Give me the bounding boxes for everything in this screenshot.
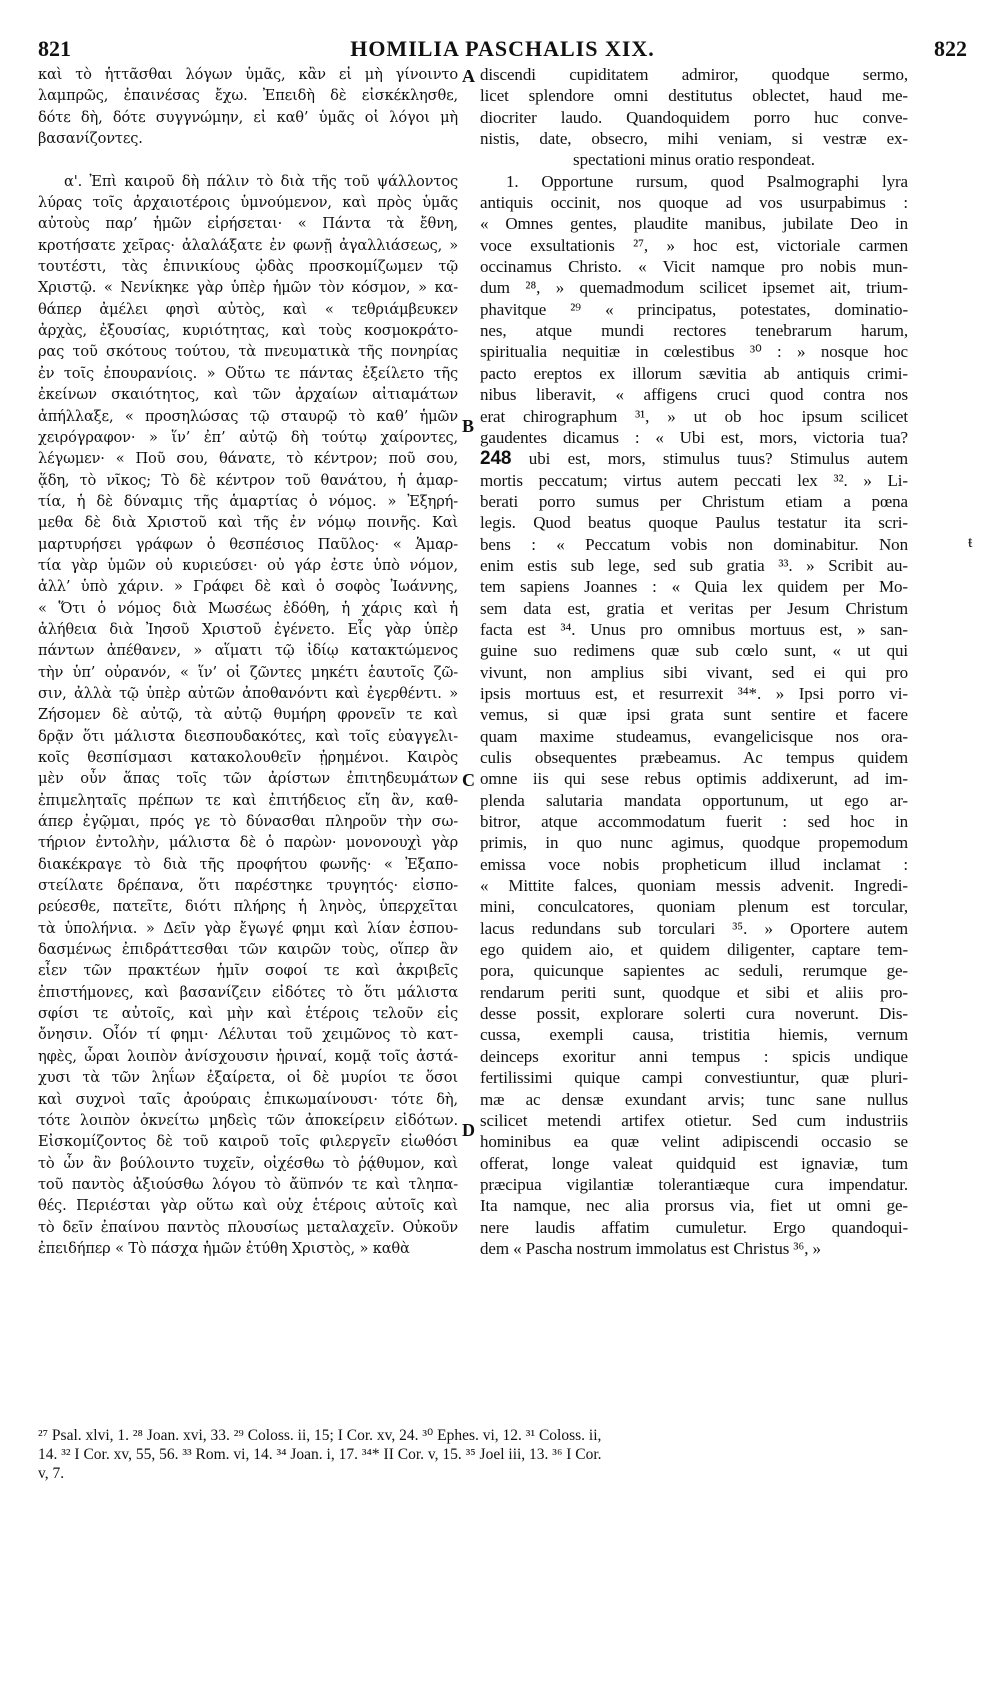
- footnote-line: 14. ³² I Cor. xv, 55, 56. ³³ Rom. vi, 14. ³⁴ Joan. i, 17. ³⁴* II Cor. v, 15. ³⁵ Joel iii, 13. ³⁶ I Cor.: [38, 1446, 602, 1463]
- text-line: δότε δὴ, δότε συγγνώμην, εἰ καθ’ ὑμᾶς οἱ λόγοι μὴ: [38, 108, 458, 126]
- text-line: emissa voce nobis propheticum illud inclamat :: [480, 854, 908, 874]
- text-line: sem data est, gratia et veritas per Jesum Christum: [480, 598, 908, 618]
- text-line: antiquis occinit, nos quoque ad vos usurpabimus :: [480, 193, 908, 213]
- text-line: « Ὅτι ὁ νόμος διὰ Μωσέως ἐδόθη, ἡ χάρις καὶ ἡ: [38, 599, 458, 617]
- text-line: hominibus ea quæ velint adipiscendi occasio se: [480, 1132, 908, 1152]
- text-line: ἀλλ’ ὑπὸ χάριν. » Γράφει δὲ καὶ ὁ σοφὸς Ἰωάννης,: [38, 578, 458, 596]
- text-line: ᾅδη, τὸ νῖκος; Τὸ δὲ κέντρον τοῦ θανάτου, ἡ ἁμαρ-: [38, 471, 458, 489]
- text-line: dum ²⁸, » quemadmodum scilicet ipsemet ait, trium-: [480, 278, 908, 298]
- text-line: fertilissimi quique campi convestiuntur, quæ pluri-: [480, 1068, 908, 1088]
- text-line: [38, 149, 458, 170]
- text-line: spiritualia nequitiæ in cœlestibus ³⁰ : » nosque hoc: [480, 342, 908, 362]
- text-line: δρᾷν ὅτι μάλιστα διεσπουδακότες, καὶ τοῖς εὐαγγελι-: [38, 727, 458, 745]
- text-line: guine suo redimens quæ sub cœlo sunt, « ut qui: [480, 641, 908, 661]
- section-marker-b: B: [462, 416, 475, 436]
- text-line: σιν, ἀλλὰ τῷ ὑπὲρ αὐτῶν ἀποθανόντι καὶ ἐγερθέντι. »: [38, 684, 458, 702]
- text-line: enim estis sub lege, sed sub gratia ³³. » Scribit au-: [480, 555, 908, 575]
- text-line: θές. Περιέσται γὰρ οὕτω καὶ οὐχ ἑτέροις αὐτοῖς καὶ: [38, 1197, 458, 1215]
- text-line: τὸ ὧν ἂν βούλοιντο τυχεῖν, οἰχέσθω τὸ ῥᾴθυμον, καὶ: [38, 1154, 458, 1172]
- text-line: μαρτυρήσει γράφων ὁ θεσπέσιος Παῦλος· « Ἁμαρ-: [38, 535, 458, 553]
- text-line: occinamus Christo. « Vicit namque pro nobis mun-: [480, 257, 908, 277]
- text-line: κοῖς θεσπίσμασι κατακολουθεῖν ᾐρημένοι. Καιρὸς: [38, 749, 458, 766]
- text-line: spectationi minus oratio respondeat.: [573, 150, 815, 170]
- text-line: καὶ τὸ ἡττᾶσθαι λόγων ὑμᾶς, κἂν εἰ μὴ γίνοιντο: [38, 66, 458, 83]
- text-line: λύρας τοῖς ἀρχαιοτέροις ὑμνούμενον, καὶ πρὸς ὑμᾶς: [38, 194, 458, 212]
- text-line: voce exsultationis ²⁷, » hoc est, victoriale carmen: [480, 235, 908, 255]
- column-number: 248: [480, 448, 512, 470]
- text-line: offerat, longe valeat quidquid est ignaviæ, tum: [480, 1153, 908, 1173]
- text-line: cussa, exempli causa, tristitia hiemis, vernum: [480, 1025, 908, 1045]
- text-line: 1. Opportune rursum, quod Psalmographi lyra: [506, 171, 908, 191]
- text-line: nes, atque mundi rectores tenebrarum harum,: [480, 321, 908, 341]
- text-line: nistis, date, obsecro, mihi veniam, si vestræ ex-: [480, 129, 908, 149]
- text-line: pora, quicunque sapientes ac seduli, rerumque ge-: [480, 961, 908, 981]
- text-line: rendarum periti sunt, quodque et sibi et aliis pro-: [480, 982, 908, 1002]
- text-line: λέγωμεν· « Ποῦ σου, θάνατε, τὸ κέντρον; ποῦ σου,: [38, 450, 458, 468]
- text-line: nere laudis affatim cumuletur. Ergo quandoqui-: [480, 1217, 908, 1237]
- text-line: πάντων ἀπέθανεν, » αἵματι τῷ ἰδίῳ κατακτώμενος: [38, 642, 458, 660]
- text-line: legis. Quod beatus quoque Paulus testatur ita scri-: [480, 513, 908, 533]
- text-line: τὰ ὑπολήνια. » Δεῖν γὰρ ἔγωγέ φημι καὶ λίαν ἐσπου-: [38, 919, 458, 937]
- text-line: ὄνησιν. Οἷόν τί φημι· Λέλυται τοῦ χειμῶνος τὸ κατ-: [38, 1026, 458, 1044]
- text-line: vivunt, non amplius sibi vivant, sed ei qui pro: [480, 662, 908, 682]
- text-line: bitror, atque accommodatum fuerit : sed hoc in: [480, 812, 908, 832]
- text-line: τὸ δεῖν ἐπαίνου παντὸς πλουσίως μεταλαχεῖν. Οὐκοῦν: [38, 1218, 458, 1236]
- text-line: κροτήσατε χεῖρας· ἀλαλάξατε ἐν φωνῇ ἀγαλλιάσεως, »: [38, 236, 458, 254]
- text-line: χυσι τὰ τῶν ληΐων ἐξαίρετα, οἱ δὲ μυρίοι τε ὅσοι: [38, 1069, 458, 1087]
- text-line: Εἰσκομίζοντος δὲ τοῦ καιροῦ τοῖς φιλεργεῖν εἰωθόσι: [38, 1133, 458, 1151]
- text-line: τουτέστι, τὰς ἐπινικίους ᾠδὰς προσκομίζωμεν τῷ: [38, 258, 458, 276]
- text-line: θάπερ ἀμέλει φησὶ αὐτὸς, καὶ « τεθριάμβευκεν: [38, 300, 458, 318]
- text-line: nibus liberavit, « affigens cruci quod contra nos: [480, 385, 908, 405]
- text-line: εἶεν τῶν πρακτέων ἡμῖν σοφοί τε καὶ ἀκριβεῖς: [38, 962, 458, 980]
- text-line: ἐκείνων σκαιότητος, καὶ τῶν ἀρχαίων αἰτιαμάτων: [38, 386, 458, 404]
- text-line: στείλατε δρέπανα, ὅτι παρέστηκε τρυγητός· εἰσπο-: [38, 877, 458, 895]
- running-title: HOMILIA PASCHALIS XIX.: [350, 36, 655, 61]
- text-line: omne iis qui sese rebus optimis addixerunt, ad im-: [480, 769, 908, 789]
- section-marker-d: D: [462, 1120, 475, 1140]
- text-line: Χριστῷ. « Νενίκηκε γὰρ ὑπὲρ ἡμῶν τὸν κόσμον, » κα-: [38, 279, 458, 297]
- text-line: μὲν οὖν ἅπας τοῖς τῶν ἀρίστων ἐπιτηδευμάτων: [38, 770, 458, 788]
- text-line: άπερ ἐγῷμαι, πρός γε τὸ δύνασθαι πληροῦν τὴν σω-: [38, 813, 458, 831]
- text-line: pacto ereptos ex illorum sævitia ab antiquis crimi-: [480, 363, 908, 383]
- footnote-line: v, 7.: [38, 1465, 65, 1482]
- text-line: τότε λοιπὸν ὀκνείτω μηδεὶς τῶν ἀποκείρειν εἰδότων.: [38, 1111, 458, 1129]
- text-line: tem sapiens Joannes : « Quia lex quidem per Mo-: [480, 577, 908, 597]
- text-line: lacus redundans sub torculari ³⁵. » Oportere autem: [480, 918, 908, 938]
- text-line: 248 ubi est, mors, stimulus tuus? Stimulus autem: [480, 448, 908, 470]
- text-line: erat chirographum ³¹, » ut ob hoc ipsum scilicet: [480, 406, 908, 426]
- text-line: plenda salutaria mandata opportunum, ut ego ar-: [480, 790, 908, 810]
- section-marker-a: A: [462, 66, 475, 86]
- text-line: desse possit, explorare solerti cura noverunt. Dis-: [480, 1004, 908, 1024]
- text-line: λαμπρῶς, ἐπαινέσας ἔχω. Ἐπειδὴ δὲ εἰσκέκλησθε,: [38, 87, 458, 105]
- text-line: diocriter laudo. Quandoquidem porro huc conve-: [480, 107, 908, 127]
- text-line: licet splendore omni destitutus oblectet, haud me-: [480, 86, 908, 106]
- text-line: ἀπήλλαξε, « προσηλώσας τῷ σταυρῷ τὸ καθ’ ἡμῶν: [38, 407, 458, 425]
- text-line: mortis peccatum; virtus autem peccati lex ³². » Li-: [480, 470, 908, 490]
- text-line: berati porro sumus per Christum etiam a pœna: [480, 491, 908, 511]
- text-line: Ζήσομεν δὲ αὐτῷ, τὰ αὐτῷ θυμήρη φρονεῖν τε καὶ: [38, 706, 458, 724]
- text-line: βασανίζοντες.: [38, 130, 143, 148]
- text-line: præcipua vigilantiæ tolerantiæque cura impendatur.: [480, 1174, 908, 1194]
- text-line: τία, ἡ δὲ δύναμις τῆς ἁμαρτίας ὁ νόμος. » Ἐξηρή-: [38, 492, 458, 510]
- text-line: καὶ συχνοὶ ταῖς ἀρούραις ἐπικωμαίνουσι· τότε δὴ,: [38, 1090, 458, 1108]
- text-line: gaudentes dicamus : « Ubi est, mors, victoria tua?: [480, 427, 908, 447]
- text-line: scilicet metendi artifex otietur. Sed cum industriis: [480, 1110, 908, 1130]
- text-line: τήριον ἐντολὴν, μάλιστα δὲ ὁ παρὼν· μονονουχὶ γὰρ: [38, 834, 458, 852]
- text-line: phavitque ²⁹ « principatus, potestates, dominatio-: [480, 299, 908, 319]
- footnote-line: ²⁷ Psal. xlvi, 1. ²⁸ Joan. xvi, 33. ²⁹ Coloss. ii, 15; I Cor. xv, 24. ³⁰ Ephes. vi, 12. ³¹ Coloss. ii,: [38, 1427, 602, 1444]
- text-line: discendi cupiditatem admiror, quodque sermo,: [480, 65, 908, 84]
- text-line: ἐπιμεληταῖς πρέπων τε καὶ ἐπιτήδειος εἴη ἂν, καθ-: [38, 791, 458, 809]
- text-line: α'. Ἐπὶ καιροῦ δὴ πάλιν τὸ διὰ τῆς τοῦ ψάλλοντος: [64, 172, 458, 190]
- text-line: ἀρχὰς, ἐξουσίας, κυριότητας, καὶ τοὺς κοσμοκράτο-: [38, 322, 458, 340]
- footnotes: [38, 1426, 967, 1483]
- text-line: Ita namque, nec alia prorsus via, fiet ut omni ge-: [480, 1196, 908, 1216]
- page-number-right: 822: [934, 36, 967, 61]
- text-line: ρας τοῦ σκότους τούτου, τὰ πνευματικὰ τῆς πονηρίας: [38, 343, 458, 361]
- text-line: τὴν ὑπ’ οὐρανόν, « ἵν’ οἱ ζῶντες μηκέτι ἑαυτοῖς ζῶ-: [38, 663, 458, 681]
- text-line: ego quidem aio, et quidem diligenter, captare tem-: [480, 940, 908, 960]
- text-line: « Mittite falces, quoniam messis advenit. Ingredi-: [480, 876, 908, 896]
- page-header: [38, 36, 967, 62]
- text-line: quam maxime studeamus, evangelicisque nos ora-: [480, 726, 908, 746]
- text-line: ἐπειδήπερ « Τὸ πάσχα ἡμῶν ἐτύθη Χριστὸς, » καθὰ: [38, 1239, 410, 1257]
- section-marker-c: C: [462, 770, 475, 790]
- margin-mark: ŧ: [968, 534, 973, 551]
- text-line: ρεύεσθε, πατεῖτε, διότι πλήρης ἡ ληνὸς, ὑπερχεῖται: [38, 898, 458, 916]
- text-line: ἀλήθεια διὰ Ἰησοῦ Χριστοῦ ἐγένετο. Εἷς γὰρ ὑπὲρ: [38, 620, 458, 638]
- text-line: « Omnes gentes, plaudite manibus, jubilate Deo in: [480, 214, 908, 234]
- text-line: vemus, si quæ ipsi grata sunt sentire et facere: [480, 705, 908, 725]
- text-line: ηφὲς, ὧραι λοιπὸν ἀνίσχουσιν ἠριναί, κομᾷ τοῖς ἀστά-: [38, 1047, 458, 1065]
- text-line: αὐτοὺς παρ’ ἡμῶν εἰρήσεται· « Πάντα τὰ ἔθνη,: [38, 215, 458, 233]
- page-number-left: 821: [38, 36, 71, 61]
- text-line: dem « Pascha nostrum immolatus est Christus ³⁶, »: [480, 1238, 821, 1258]
- text-line: deinceps exoritur anni tempus : spicis undique: [480, 1046, 908, 1066]
- text-line: τοῦ παντὸς ἀξιούσθω λόγου τὸ ἄϋπνόν τε καὶ τληπα-: [38, 1175, 458, 1193]
- text-line: bens : « Peccatum vobis non dominabitur. Non: [480, 534, 908, 554]
- text-line: mini, conculcatores, quoniam plenum est torcular,: [480, 897, 908, 917]
- text-line: ἐν τοῖς ἐπουρανίοις. » Οὕτω τε πάντας ἐξείλετο τῆς: [38, 364, 458, 382]
- text-line: τία γὰρ ὑμῶν οὐ κυριεύσει· οὐ γάρ ἐστε ὑπὸ νόμον,: [38, 556, 458, 574]
- text-line: χειρόγραφον· » ἵν’ ἐπ’ αὐτῷ δὴ τούτῳ χαίροντες,: [38, 428, 458, 446]
- text-line: mæ ac densæ exundant arvis; tunc sane nullus: [480, 1089, 908, 1109]
- text-line: μεθα δὲ διὰ Χριστοῦ καὶ τῆς ἐν νόμῳ ποινῆς. Καὶ: [38, 514, 458, 532]
- text-line: ἐπιστήμονες, καὶ βασανίζειν εἰδότες τὸ ὅτι μάλιστα: [38, 983, 458, 1001]
- text-line: σφίσι τε αὐτοῖς, καὶ μὴν καὶ ἑτέροις τελοῦν εἰς: [38, 1005, 458, 1023]
- text-line: ipsis mortuus est, et resurrexit ³⁴*. » Ipsi porro vi-: [480, 683, 908, 703]
- text-line: διακέκραγε τὸ διὰ τῆς προφήτου φωνῆς· « Ἐξαπο-: [38, 855, 458, 873]
- text-line: primis, in quo nunc agimus, quodque propemodum: [480, 833, 908, 853]
- text-line: δασμένως ἐπιδράττεσθαι τῶν καιρῶν τοὺς, οἵπερ ἂν: [38, 941, 458, 959]
- text-line: facta est ³⁴. Unus pro omnibus mortuus est, » san-: [480, 619, 908, 639]
- text-line: culis obsequentes præbeamus. Ac tempus quidem: [480, 748, 908, 767]
